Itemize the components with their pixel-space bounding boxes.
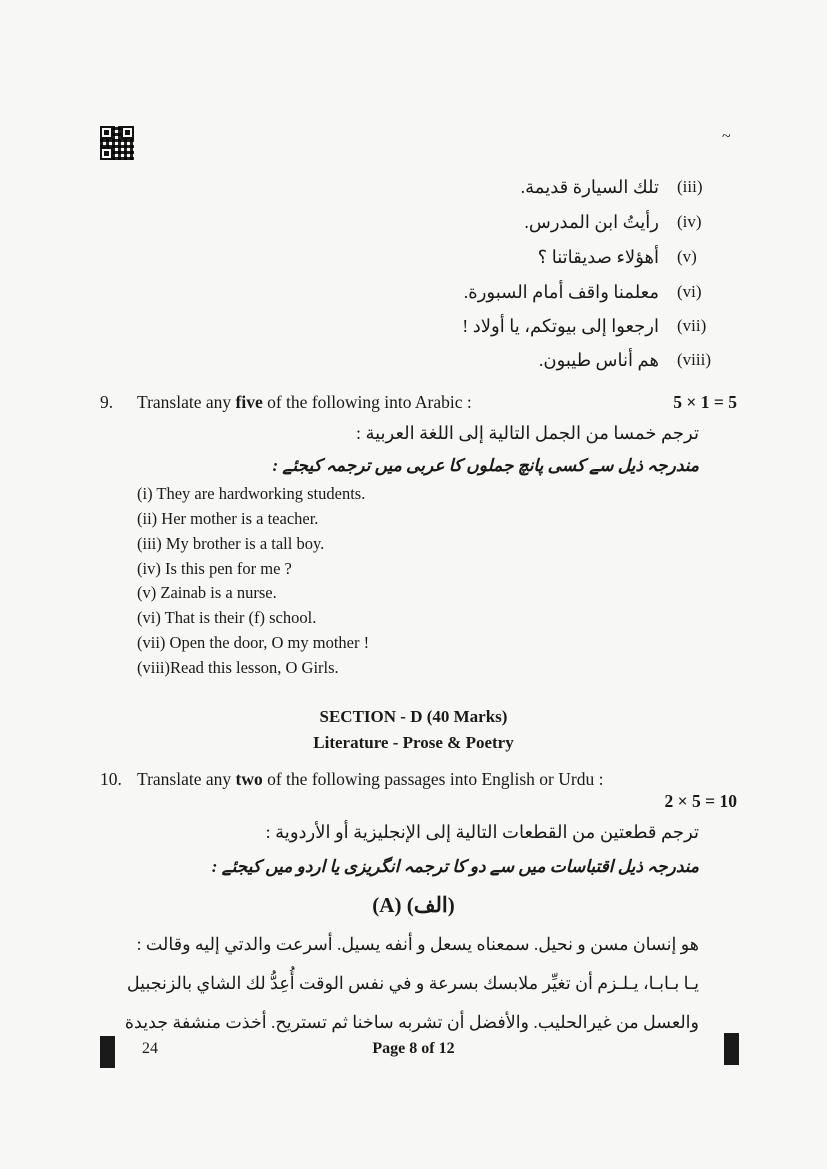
- list-item: (vii) Open the door, O my mother !: [137, 633, 370, 652]
- list-item: (i) They are hardworking students.: [137, 484, 366, 503]
- list-item: (ii) Her mother is a teacher.: [137, 509, 319, 528]
- passage-label: (A) (الف): [372, 893, 455, 917]
- qr-code-icon: [100, 126, 134, 160]
- section-title: SECTION - D (40 Marks): [319, 707, 508, 726]
- question-number: 10.: [100, 769, 122, 789]
- question-text: Translate any two of the following passages into English or Urdu :: [137, 769, 604, 789]
- arabic-instruction: ترجم قطعتين من القطعات التالية إلى الإنجليزية أو الأردوية :: [265, 822, 699, 842]
- arabic-item: أهؤلاء صديقاتنا ؟ (v): [537, 246, 697, 267]
- passage-line: يـا بـابـا، يـلـزم أن تغيِّر ملابسك بسرعة و في نفس الوقت أُعِدُّ لك الشاي بالزنجبيل: [126, 973, 699, 993]
- passage-line: هو إنسان مسن و نحيل. سمعناه يسعل و أنفه يسيل. أسرعت والدتي إليه وقالت :: [136, 934, 699, 954]
- list-item: (iii) My brother is a tall boy.: [137, 534, 325, 553]
- section-subtitle: Literature - Prose & Poetry: [313, 733, 514, 752]
- list-item: (vi) That is their (f) school.: [137, 608, 317, 627]
- arabic-instruction: ترجم خمسا من الجمل التالية إلى اللغة العربية :: [355, 423, 699, 443]
- question-marks: 5 × 1 = 5: [673, 392, 737, 412]
- arabic-item: معلمنا واقف أمام السبورة. (vi): [463, 281, 702, 302]
- arabic-item: تلك السيارة قديمة. (iii): [520, 176, 703, 197]
- urdu-instruction: مندرجہ ذیل اقتباسات میں سے دو کا ترجمہ انگریزی یا اردو میں کیجئے :: [211, 857, 699, 876]
- urdu-instruction: مندرجہ ذیل سے کسی پانچ جملوں کا عربی میں ترجمہ کیجئے :: [272, 456, 699, 475]
- page-number: Page 8 of 12: [372, 1040, 455, 1057]
- question-number: 9.: [100, 392, 114, 412]
- arabic-item: هم أناس طيبون. (viii): [538, 349, 711, 370]
- list-item: (iv) Is this pen for me ?: [137, 559, 292, 578]
- list-item: (viii)Read this lesson, O Girls.: [137, 658, 339, 677]
- passage-line: والعسل من غيرالحليب. والأفضل أن تشربه ساخنا ثم تستريح. أخذت منشفة جديدة: [124, 1012, 699, 1032]
- list-item: (v) Zainab is a nurse.: [137, 583, 277, 602]
- corner-mark: ~: [722, 128, 731, 145]
- registration-mark: [724, 1033, 739, 1065]
- paper-code: 24: [142, 1040, 158, 1057]
- arabic-item: ارجعوا إلى بيوتكم، يا أولاد ! (vii): [462, 315, 707, 336]
- question-text: Translate any five of the following into Arabic :: [137, 392, 472, 412]
- question-marks: 2 × 5 = 10: [664, 791, 737, 811]
- arabic-item: رأيتُ ابن المدرس. (iv): [524, 211, 702, 232]
